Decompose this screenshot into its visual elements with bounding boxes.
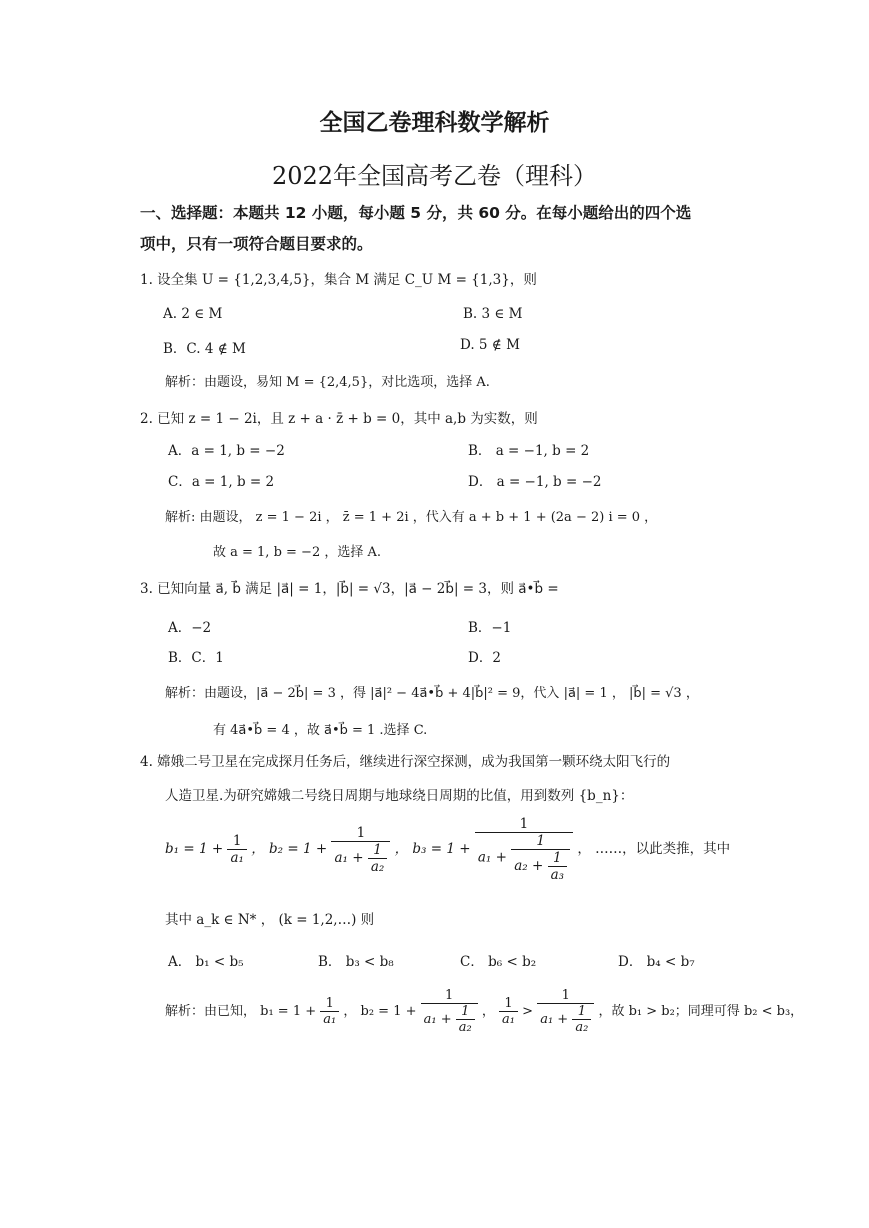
q3-option-d: D．2 (468, 650, 501, 666)
q1-option-d: D. 5 ∉ M (460, 337, 520, 353)
q1-analysis: 解析：由题设，易知 M = {2,4,5}，对比选项，选择 A. (165, 375, 490, 390)
q2-option-b: B． a = −1, b = 2 (468, 443, 590, 459)
q2-option-c: C．a = 1, b = 2 (168, 474, 275, 490)
q2-analysis-line1: 解析: 由题设， z = 1 − 2i ， z̄ = 1 + 2i ，代入有 a + b + 1 + (2a − 2) i = 0 ， (165, 510, 658, 525)
q4-option-a: A． b₁ < b₅ (168, 954, 244, 970)
analysis-frac-2: 1 a₁ + $\frac{1}{\text{a₂}}$ (421, 988, 478, 1035)
analysis-frac-1: $\frac{1}{\text{a₁}}$ (320, 996, 339, 1027)
q3-stem: 3. 已知向量 a⃗, b⃗ 满足 |a⃗| = 1，|b⃗| = √3，|a⃗ − 2b⃗| = 3，则 a⃗•b⃗ = (140, 581, 559, 597)
q3-option-c: B．C．1 (168, 650, 224, 666)
q2-stem: 2. 已知 z = 1 − 2i，且 z + a · z̄ + b = 0，其中 a,b 为实数，则 (140, 411, 538, 427)
analysis-frac-4: 1 a₁ + $\frac{1}{\text{a₂}}$ (537, 988, 594, 1035)
analysis-frac-3: $\frac{1}{\text{a₁}}$ (499, 996, 518, 1027)
section-heading-line1: 一、选择题：本题共 12 小题，每小题 5 分，共 60 分。在每小题给出的四个选 (140, 204, 692, 222)
q4-option-c: C． b₆ < b₂ (460, 954, 537, 970)
q4-stem-line1: 4. 嫦娥二号卫星在完成探月任务后，继续进行深空探测，成为我国第一颗环绕太阳飞行的 (140, 754, 671, 770)
b3-fraction: 1 a₁ + 1 a₂ + $\frac{1}{\text{a₃}}$ (475, 816, 573, 883)
q1-option-b: B. 3 ∈ M (463, 306, 523, 322)
q4-analysis: 解析：由已知， b₁ = 1 + $\frac{1}{\text{a₁}}$ ， b₂ = 1 + 1 a₁ + $\frac{1}{\text{a₂}}$ ， $\frac{1}{\text{a₁}}$ > 1 a₁ + $\frac{1}{\text{a₂}}$ ，故 b₁ > b₂；同理可得 b₂ < b₃， (165, 988, 804, 1035)
exam-subtitle: 2022年全国高考乙卷（理科） (271, 162, 598, 190)
b2-fraction: 1 a₁ + $\frac{1}{\text{a₂}}$ (331, 825, 390, 875)
q4-condition: 其中 a_k ∈ N* ， (k = 1,2,…) 则 (165, 912, 375, 928)
b1-fraction: $\frac{1}{\text{a₁}}$ (227, 833, 246, 866)
q2-analysis-line2: 故 a = 1, b = −2 ，选择 A. (213, 545, 382, 560)
q2-option-a: A．a = 1, b = −2 (168, 443, 285, 459)
q3-analysis-line2: 有 4a⃗•b⃗ = 4 ，故 a⃗•b⃗ = 1 .选择 C. (213, 723, 428, 738)
q1-option-c: B．C. 4 ∉ M (163, 341, 246, 357)
q3-analysis-line1: 解析：由题设，|a⃗ − 2b⃗| = 3 ，得 |a⃗|² − 4a⃗•b⃗ + 4|b⃗|² = 9，代入 |a⃗| = 1 ， |b⃗| = √3 ， (165, 686, 699, 701)
section-heading-line2: 项中，只有一项符合题目要求的。 (140, 235, 373, 253)
q4-option-b: B． b₃ < b₈ (318, 954, 394, 970)
document-title: 全国乙卷理科数学解析 (319, 110, 550, 136)
q4-option-d: D． b₄ < b₇ (618, 954, 695, 970)
q1-option-a: A. 2 ∈ M (163, 306, 223, 322)
q3-option-a: A．−2 (168, 620, 212, 636)
q4-sequence-formula (165, 816, 730, 883)
q3-option-b: B．−1 (468, 620, 512, 636)
q1-stem: 1. 设全集 U = {1,2,3,4,5}，集合 M 满足 C_U M = {1,3}，则 (140, 272, 537, 288)
q2-option-d: D． a = −1, b = −2 (468, 474, 602, 490)
sequence-tail: ， ……，以此类推，其中 (577, 841, 731, 857)
b2-lhs: ， b₂ = 1 + (251, 841, 328, 857)
b1-lhs: b₁ = 1 + (165, 841, 224, 857)
b3-lhs: ， b₃ = 1 + (394, 841, 471, 857)
q4-stem-line2: 人造卫星.为研究嫦娥二号绕日周期与地球绕日周期的比值，用到数列 {b_n}： (165, 788, 634, 804)
